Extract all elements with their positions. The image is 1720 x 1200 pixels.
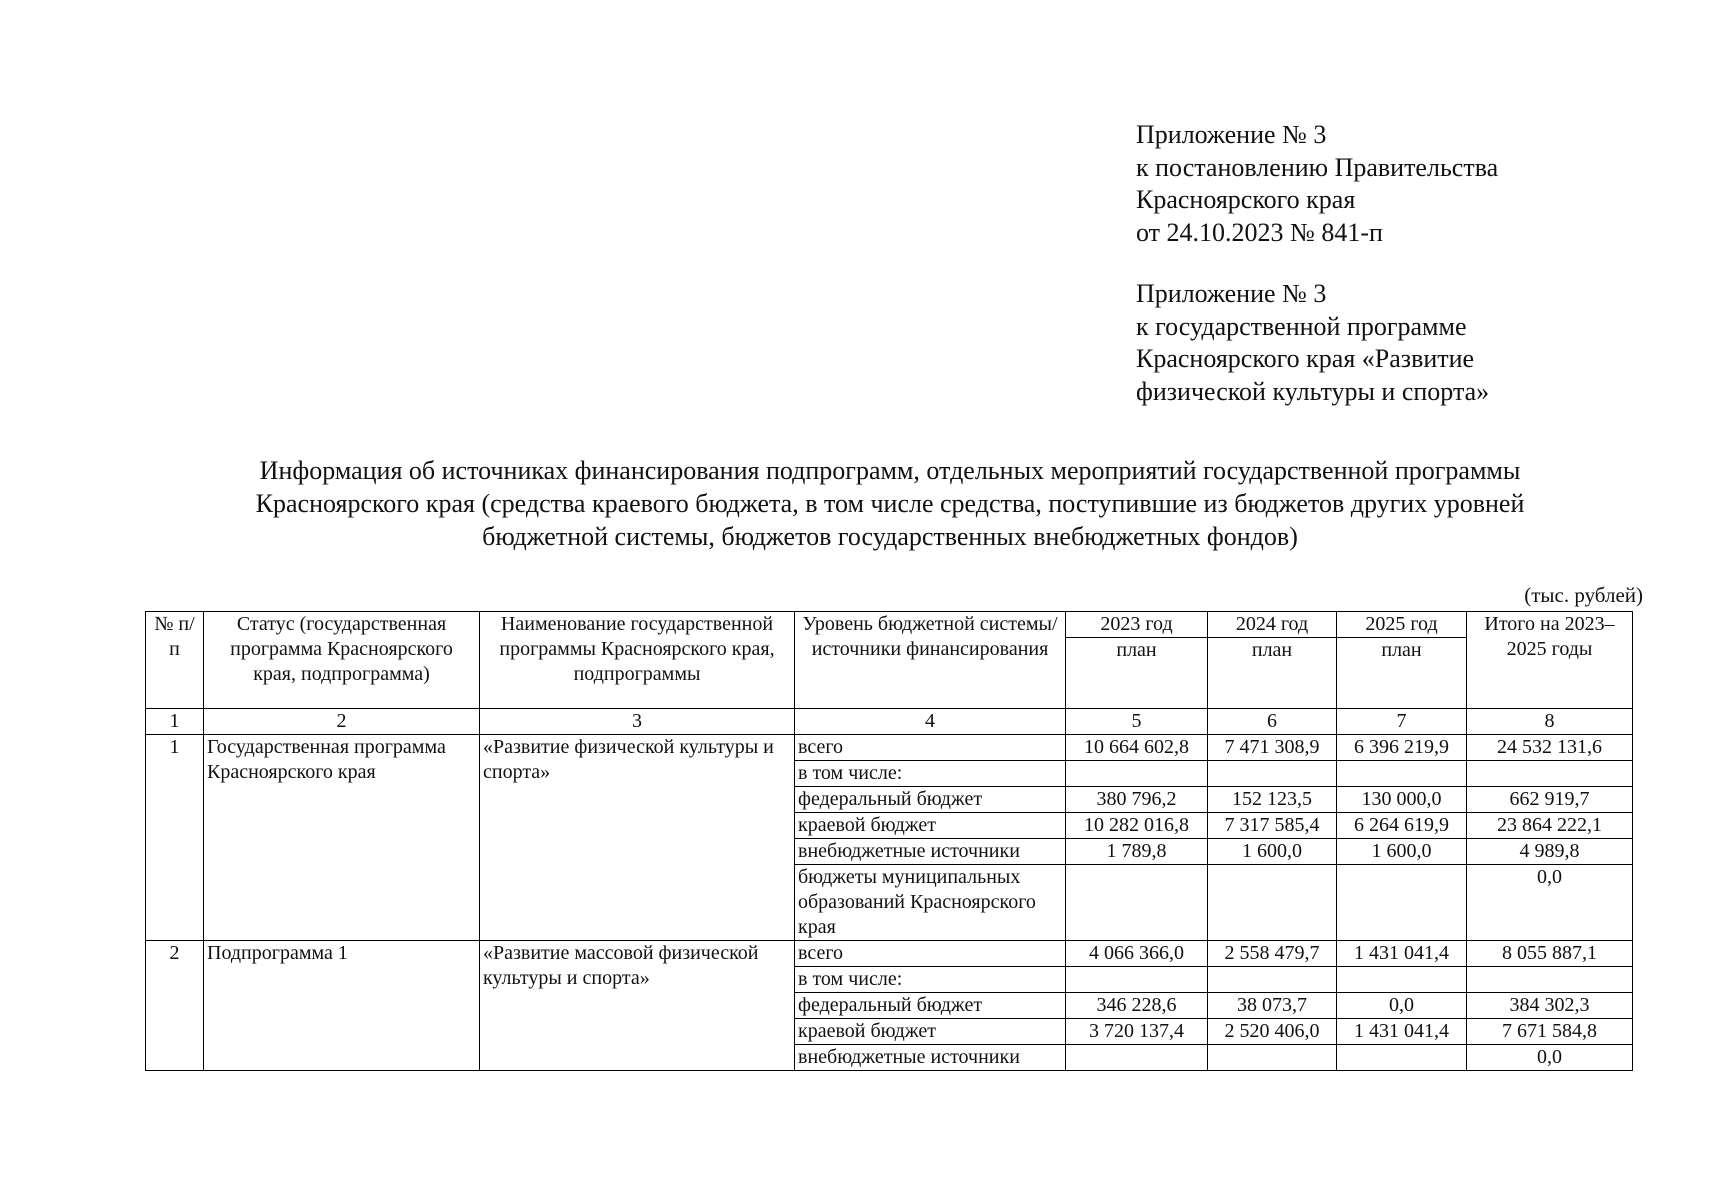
row-status: Подпрограмма 1 bbox=[204, 941, 480, 1071]
cell-total: 0,0 bbox=[1467, 1045, 1633, 1071]
appendix-decree-block bbox=[1136, 119, 1498, 249]
row-level: в том числе: bbox=[795, 761, 1066, 787]
title-line: Красноярского края (средства краевого бюджета, в том числе средства, поступившие из бюджетов других уровней bbox=[255, 489, 1525, 518]
cell-2024 bbox=[1208, 967, 1337, 993]
row-level: в том числе: bbox=[795, 967, 1066, 993]
cell-2025: 130 000,0 bbox=[1337, 787, 1467, 813]
row-level: бюджеты муниципальных образований Красноярского края bbox=[795, 865, 1066, 941]
cell-2023: 4 066 366,0 bbox=[1066, 941, 1208, 967]
row-level: краевой бюджет bbox=[795, 813, 1066, 839]
cell-total: 384 302,3 bbox=[1467, 993, 1633, 1019]
cell-2024: 7 471 308,9 bbox=[1208, 735, 1337, 761]
title-line: бюджетной системы, бюджетов государственных внебюджетных фондов) bbox=[482, 522, 1298, 551]
cell-total bbox=[1467, 967, 1633, 993]
cell-total: 24 532 131,6 bbox=[1467, 735, 1633, 761]
cell-2024: 7 317 585,4 bbox=[1208, 813, 1337, 839]
cell-2025: 6 264 619,9 bbox=[1337, 813, 1467, 839]
table-row bbox=[146, 941, 1633, 967]
table-header-row bbox=[146, 612, 1633, 638]
cell-2025: 1 431 041,4 bbox=[1337, 1019, 1467, 1045]
cell-2023: 10 282 016,8 bbox=[1066, 813, 1208, 839]
appendix-decree-line: Приложение № 3 bbox=[1136, 120, 1327, 149]
header-name: Наименование государственной программы Красноярского края, подпрограммы bbox=[480, 612, 795, 709]
cell-2024 bbox=[1208, 865, 1337, 941]
row-name: «Развитие массовой физической культуры и спорта» bbox=[480, 941, 795, 1071]
cell-2025 bbox=[1337, 967, 1467, 993]
column-number: 3 bbox=[480, 709, 795, 735]
row-status: Государственная программа Красноярского края bbox=[204, 735, 480, 941]
cell-total: 8 055 887,1 bbox=[1467, 941, 1633, 967]
header-status: Статус (государственная программа Красноярского края, подпрограмма) bbox=[204, 612, 480, 709]
cell-2023: 10 664 602,8 bbox=[1066, 735, 1208, 761]
cell-2023 bbox=[1066, 761, 1208, 787]
column-number: 2 bbox=[204, 709, 480, 735]
cell-total: 4 989,8 bbox=[1467, 839, 1633, 865]
cell-2023: 346 228,6 bbox=[1066, 993, 1208, 1019]
appendix-program-line: Приложение № 3 bbox=[1136, 279, 1327, 308]
appendix-program-line: к государственной программе bbox=[1136, 311, 1467, 341]
cell-2024 bbox=[1208, 761, 1337, 787]
header-num: № п/п bbox=[146, 612, 204, 709]
title-line: Информация об источниках финансирования подпрограмм, отдельных мероприятий государственной программы bbox=[259, 456, 1521, 485]
cell-2024: 152 123,5 bbox=[1208, 787, 1337, 813]
cell-2025: 6 396 219,9 bbox=[1337, 735, 1467, 761]
header-plan-2024: план bbox=[1208, 638, 1337, 709]
appendix-decree-line: от 24.10.2023 № 841-п bbox=[1136, 217, 1383, 247]
row-name: «Развитие физической культуры и спорта» bbox=[480, 735, 795, 941]
cell-2025: 1 600,0 bbox=[1337, 839, 1467, 865]
row-level: краевой бюджет bbox=[795, 1019, 1066, 1045]
appendix-decree-line: Красноярского края bbox=[1136, 185, 1356, 214]
column-number: 7 bbox=[1337, 709, 1467, 735]
cell-2025 bbox=[1337, 761, 1467, 787]
column-number: 8 bbox=[1467, 709, 1633, 735]
cell-2024: 1 600,0 bbox=[1208, 839, 1337, 865]
cell-2024: 2 520 406,0 bbox=[1208, 1019, 1337, 1045]
header-level: Уровень бюджетной системы/ источники финансирования bbox=[795, 612, 1066, 709]
cell-2023 bbox=[1066, 1045, 1208, 1071]
cell-2025: 1 431 041,4 bbox=[1337, 941, 1467, 967]
row-level: федеральный бюджет bbox=[795, 787, 1066, 813]
row-level: внебюджетные источники bbox=[795, 1045, 1066, 1071]
cell-2023 bbox=[1066, 865, 1208, 941]
appendix-program-block bbox=[1136, 278, 1489, 408]
cell-2023 bbox=[1066, 967, 1208, 993]
row-num: 1 bbox=[146, 735, 204, 941]
appendix-decree-line: к постановлению Правительства bbox=[1136, 152, 1499, 182]
cell-total: 23 864 222,1 bbox=[1467, 813, 1633, 839]
document-title bbox=[120, 454, 1660, 553]
cell-2024: 38 073,7 bbox=[1208, 993, 1337, 1019]
header-year-2024: 2024 год bbox=[1208, 612, 1337, 638]
row-level: всего bbox=[795, 941, 1066, 967]
row-level: всего bbox=[795, 735, 1066, 761]
header-plan-2025: план bbox=[1337, 638, 1467, 709]
appendix-program-line: физической культуры и спорта» bbox=[1136, 376, 1490, 406]
header-plan-2023: план bbox=[1066, 638, 1208, 709]
header-total: Итого на 2023–2025 годы bbox=[1467, 612, 1633, 709]
column-number: 6 bbox=[1208, 709, 1337, 735]
column-number: 4 bbox=[795, 709, 1066, 735]
cell-2024 bbox=[1208, 1045, 1337, 1071]
units-label: (тыс. рублей) bbox=[1524, 583, 1643, 607]
cell-2023: 3 720 137,4 bbox=[1066, 1019, 1208, 1045]
column-numbers-row bbox=[146, 709, 1633, 735]
column-number: 1 bbox=[146, 709, 204, 735]
cell-2023: 380 796,2 bbox=[1066, 787, 1208, 813]
cell-total: 662 919,7 bbox=[1467, 787, 1633, 813]
cell-2025 bbox=[1337, 1045, 1467, 1071]
cell-2025: 0,0 bbox=[1337, 993, 1467, 1019]
row-num: 2 bbox=[146, 941, 204, 1071]
cell-total bbox=[1467, 761, 1633, 787]
header-year-2023: 2023 год bbox=[1066, 612, 1208, 638]
cell-total: 0,0 bbox=[1467, 865, 1633, 941]
row-level: федеральный бюджет bbox=[795, 993, 1066, 1019]
cell-2025 bbox=[1337, 865, 1467, 941]
column-number: 5 bbox=[1066, 709, 1208, 735]
appendix-program-line: Красноярского края «Развитие bbox=[1136, 344, 1475, 373]
financing-table bbox=[145, 611, 1633, 1071]
header-year-2025: 2025 год bbox=[1337, 612, 1467, 638]
table-row bbox=[146, 735, 1633, 761]
row-level: внебюджетные источники bbox=[795, 839, 1066, 865]
cell-2024: 2 558 479,7 bbox=[1208, 941, 1337, 967]
cell-2023: 1 789,8 bbox=[1066, 839, 1208, 865]
cell-total: 7 671 584,8 bbox=[1467, 1019, 1633, 1045]
